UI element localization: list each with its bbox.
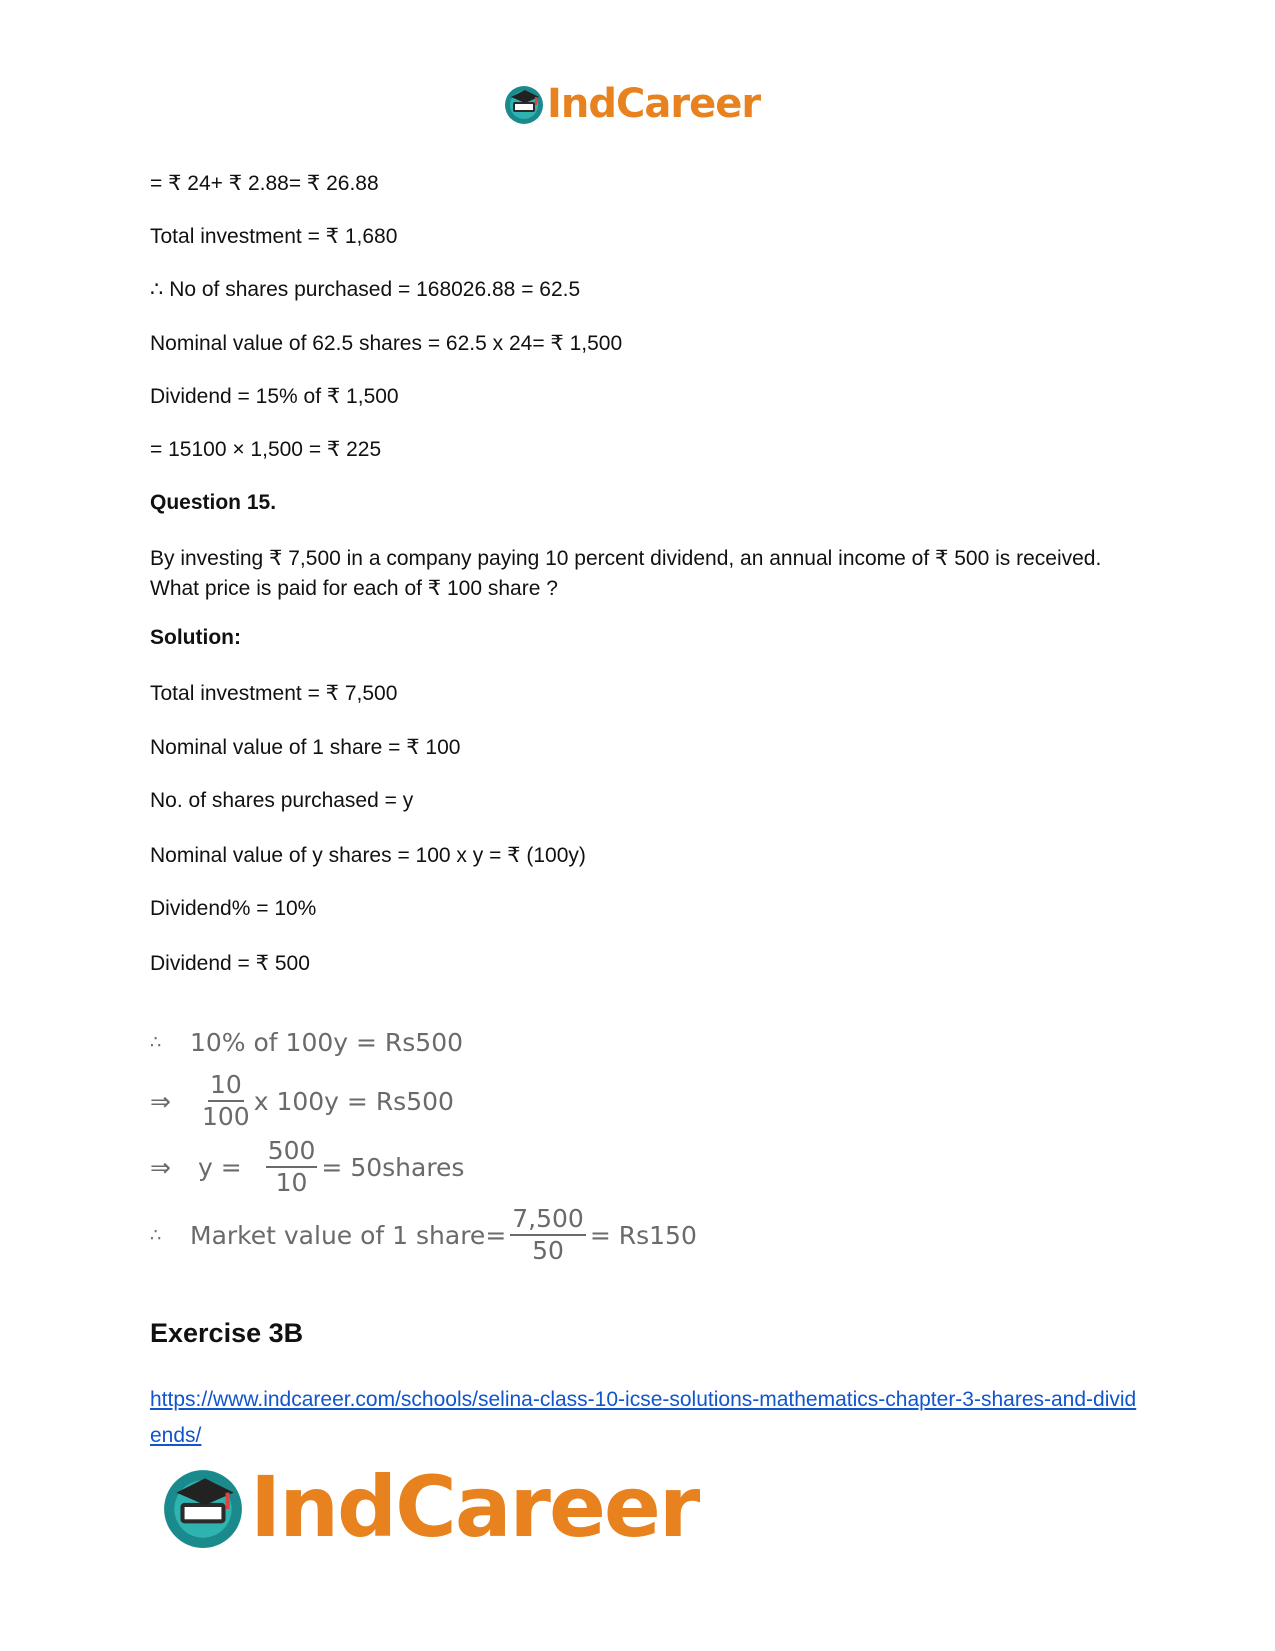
footer-logo (160, 1458, 699, 1556)
fraction-500-over-10 (266, 1136, 318, 1198)
logo-wordmark: IndCareer (250, 1458, 699, 1556)
fraction-10-over-100 (202, 1070, 250, 1132)
fraction-numerator: 500 (266, 1136, 318, 1168)
math-row-4-text: = Rs150 (589, 1220, 697, 1250)
logo-wordmark: IndCareer (547, 81, 761, 127)
math-derivation (150, 1028, 710, 1284)
solution-line-6: Dividend = ₹ 500 (150, 952, 310, 975)
math-row-2 (150, 1070, 454, 1132)
fraction-denominator: 100 (202, 1102, 250, 1131)
math-row-4-lhs: Market value of 1 share= (190, 1220, 507, 1250)
implies-symbol: ⇒ (150, 1152, 171, 1182)
calc-line-4: Nominal value of 62.5 shares = 62.5 x 24= ₹ 1,500 (150, 332, 623, 355)
fraction-denominator: 10 (275, 1168, 308, 1197)
calc-line-3: ∴ No of shares purchased = 168026.88 = 62.5 (150, 278, 581, 301)
fraction-7500-over-50 (510, 1204, 586, 1266)
exercise-link[interactable]: https://www.indcareer.com/schools/selina-class-10-icse-solutions-mathematics-chapter-3-shares-and-dividends/ (150, 1388, 1137, 1447)
question-text: By investing ₹ 7,500 in a company paying 10 percent dividend, an annual income of ₹ 500 is received. What price is paid for each of ₹ 100 share ? (150, 547, 1102, 600)
math-row-3-text: = 50shares (321, 1152, 465, 1182)
math-row-3-lhs: y = (198, 1152, 242, 1182)
math-row-1 (150, 1028, 463, 1057)
fraction-numerator: 7,500 (510, 1204, 586, 1236)
calc-line-5: Dividend = 15% of ₹ 1,500 (150, 385, 399, 408)
solution-line-1: Total investment = ₹ 7,500 (150, 682, 398, 705)
implies-symbol: ⇒ (150, 1086, 171, 1116)
solution-line-4: Nominal value of y shares = 100 x y = ₹ (100y) (150, 844, 586, 867)
header-logo (503, 78, 760, 130)
math-row-3 (150, 1136, 464, 1198)
math-row-1-text: 10% of 100y = Rs500 (190, 1028, 464, 1057)
math-row-2-text: x 100y = Rs500 (253, 1086, 454, 1116)
calc-line-6: = 15100 × 1,500 = ₹ 225 (150, 438, 382, 461)
exercise-heading: Exercise 3B (150, 1318, 304, 1348)
math-row-4 (150, 1204, 697, 1266)
calc-line-2: Total investment = ₹ 1,680 (150, 225, 398, 248)
globe-graduate-icon (160, 1464, 246, 1550)
solution-line-3: No. of shares purchased = y (150, 789, 414, 812)
therefore-symbol: ∴ (150, 1224, 162, 1246)
globe-graduate-icon (503, 83, 545, 125)
fraction-numerator: 10 (208, 1070, 244, 1102)
solution-title: Solution: (150, 626, 241, 649)
question-title: Question 15. (150, 491, 277, 514)
solution-line-5: Dividend% = 10% (150, 897, 317, 920)
fraction-denominator: 50 (532, 1236, 564, 1265)
calc-line-1: = ₹ 24+ ₹ 2.88= ₹ 26.88 (150, 172, 379, 195)
therefore-symbol: ∴ (150, 1032, 162, 1053)
solution-line-2: Nominal value of 1 share = ₹ 100 (150, 736, 461, 759)
